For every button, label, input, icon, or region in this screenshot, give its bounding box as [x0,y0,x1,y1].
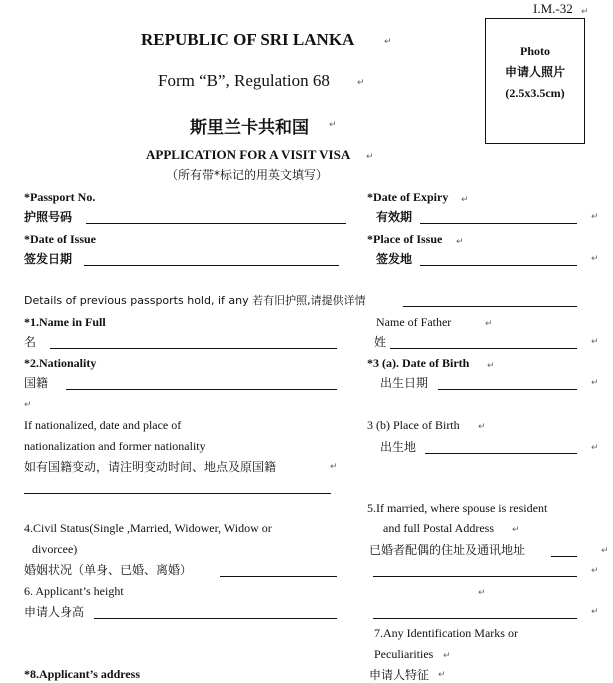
date-of-issue-label: *Date of Issue [24,232,96,246]
application-title: APPLICATION FOR A VISIT VISA [146,147,351,162]
place-of-issue-label-cn: 签发地 [376,252,413,266]
form-regulation: Form “B”, Regulation 68 [158,71,330,90]
paragraph-mark: ↵ [330,462,338,472]
paragraph-mark: ↵ [591,607,599,617]
photo-label-cn: 申请人照片 [504,65,565,79]
place-of-birth-label-cn: 出生地 [380,440,417,454]
paragraph-mark: ↵ [478,422,486,432]
paragraph-mark: ↵ [384,37,392,47]
nationalized-label-cn: 如有国籍变动，请注明变动时间、地点及原国籍 [24,460,277,474]
nationalized-label-line1: If nationalized, date and place of [24,418,182,432]
paragraph-mark: ↵ [601,546,609,556]
chinese-title: 斯里兰卡共和国 [190,118,309,138]
paragraph-mark: ↵ [329,120,337,130]
paragraph-mark: ↵ [591,254,599,264]
paragraph-mark: ↵ [443,651,451,661]
place-of-issue-label: *Place of Issue [367,232,443,246]
paragraph-mark: ↵ [478,588,486,598]
name-of-father-field[interactable] [390,348,577,349]
form-code: I.M.-32 [533,1,573,16]
spouse-label-line2: and full Postal Address [383,521,494,535]
name-in-full-label-cn: 名 [24,335,37,349]
date-of-birth-field[interactable] [438,389,577,390]
spouse-label-cn: 已婚者配偶的住址及通讯地址 [369,543,526,557]
paragraph-mark: ↵ [461,195,469,205]
nationalized-field[interactable] [24,493,331,494]
address-label: *8.Applicant’s address [24,667,141,681]
paragraph-mark: ↵ [456,237,464,247]
spouse-field-1[interactable] [551,556,577,557]
identification-label-line1: 7.Any Identification Marks or [374,626,518,640]
date-of-issue-field[interactable] [84,265,339,266]
civil-status-field[interactable] [220,576,337,577]
paragraph-mark: ↵ [485,319,493,329]
date-of-birth-label: *3 (a). Date of Birth [367,356,470,370]
name-of-father-label-cn: 姓 [374,335,387,349]
identification-label-line2: Peculiarities [374,647,434,661]
passport-no-field[interactable] [86,223,346,224]
photo-label: Photo [520,44,550,58]
height-field[interactable] [94,618,337,619]
date-of-issue-label-cn: 签发日期 [24,252,73,266]
paragraph-mark: ↵ [24,400,32,410]
spouse-field-3[interactable] [373,618,577,619]
identification-label-cn: 申请人特征 [369,668,430,682]
spouse-label-line1: 5.If married, where spouse is resident [367,501,548,515]
name-in-full-field[interactable] [50,348,337,349]
place-of-birth-field[interactable] [425,453,577,454]
paragraph-mark: ↵ [512,525,520,535]
passport-no-label-cn: 护照号码 [24,210,73,224]
nationality-label-cn: 国籍 [24,376,49,390]
paragraph-mark: ↵ [591,378,599,388]
paragraph-mark: ↵ [357,78,365,88]
instruction-note: （所有带*标记的用英文填写） [166,168,329,182]
height-label: 6. Applicant’s height [24,584,124,598]
passport-no-label: *Passport No. [24,190,96,204]
nationality-field[interactable] [66,389,337,390]
civil-status-label-cn: 婚姻状况（单身、已婚、离婚） [24,563,193,577]
nationality-label: *2.Nationality [24,356,97,370]
civil-status-label-line1: 4.Civil Status(Single ,Married, Widower, Widow or [24,521,272,535]
paragraph-mark: ↵ [591,566,599,576]
paragraph-mark: ↵ [366,152,374,162]
name-in-full-label: *1.Name in Full [24,315,106,329]
paragraph-mark: ↵ [591,212,599,222]
photo-size: (2.5x3.5cm) [505,86,565,100]
paragraph-mark: ↵ [591,443,599,453]
spouse-field-2[interactable] [373,576,577,577]
date-of-expiry-label-cn: 有效期 [376,210,413,224]
date-of-expiry-field[interactable] [420,223,577,224]
previous-passports-label: Details of previous passports hold, if any 若有旧护照,请提供详情 [24,294,366,307]
civil-status-label-line2: divorcee) [32,542,78,556]
date-of-birth-label-cn: 出生日期 [380,376,429,390]
height-label-cn: 申请人身高 [24,605,85,619]
photo-box[interactable] [485,18,585,144]
paragraph-mark: ↵ [591,337,599,347]
place-of-issue-field[interactable] [420,265,577,266]
nationalized-label-line2: nationalization and former nationality [24,439,206,453]
name-of-father-label: Name of Father [376,315,452,329]
place-of-birth-label: 3 (b) Place of Birth [367,418,460,432]
paragraph-mark: ↵ [438,670,446,680]
date-of-expiry-label: *Date of Expiry [367,190,449,204]
previous-passports-field[interactable] [403,306,577,307]
paragraph-mark: ↵ [581,7,589,17]
paragraph-mark: ↵ [487,361,495,371]
republic-title: REPUBLIC OF SRI LANKA [141,30,355,49]
